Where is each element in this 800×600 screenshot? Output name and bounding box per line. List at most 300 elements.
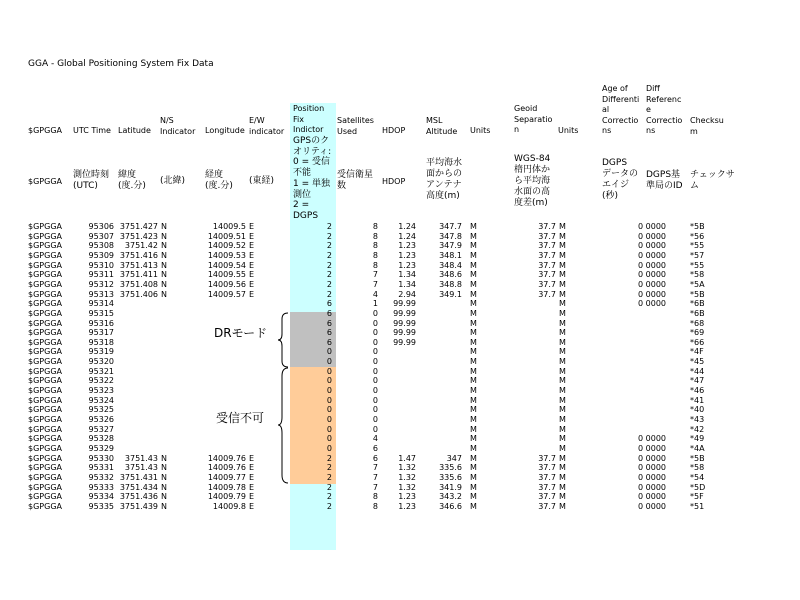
- cell-utc: 95311: [88, 270, 114, 280]
- cell-checksum: *43: [690, 415, 705, 424]
- cell-fix: 2: [326, 270, 332, 280]
- cell-sentence: $GPGGA: [28, 482, 62, 492]
- cell-geoid: [514, 347, 556, 357]
- cell-sentence: $GPGGA: [28, 289, 62, 299]
- cell-hdop: [378, 444, 416, 454]
- cell-units-2: M: [559, 289, 566, 299]
- cell-latitude: 3751.434: [119, 482, 158, 492]
- cell-units-1: M: [470, 299, 477, 309]
- cell-ew: E: [249, 472, 255, 482]
- cell-ew: E: [249, 260, 255, 270]
- cell-sats: 4: [372, 289, 378, 299]
- cell-altitude: 335.6: [439, 463, 462, 473]
- cell-fix: 2: [326, 241, 332, 251]
- cell-fix: 0: [326, 434, 332, 444]
- cell-units-2: M: [559, 492, 566, 502]
- cell-sats: 6: [372, 453, 378, 463]
- header-ns: N/S Indicator: [160, 116, 196, 136]
- cell-checksum: *5B: [690, 289, 705, 299]
- cell-units-2: M: [559, 260, 566, 270]
- cell-fix: 6: [326, 337, 332, 347]
- cell-checksum: *47: [690, 376, 705, 386]
- cell-latitude: [114, 357, 158, 367]
- cell-ew: E: [249, 222, 255, 231]
- jp-header-checksum: チェックサ ム: [690, 170, 735, 191]
- cell-checksum: *58: [690, 270, 705, 280]
- cell-latitude: 3751.406: [119, 289, 158, 299]
- cell-diff: [636, 347, 666, 357]
- cell-hdop: 1.23: [398, 260, 416, 270]
- cell-sentence: $GPGGA: [28, 395, 62, 405]
- cell-utc: 95330: [88, 453, 114, 463]
- cell-ns: [161, 367, 173, 377]
- cell-utc: 95310: [88, 260, 114, 270]
- cell-fix: 0: [326, 443, 332, 453]
- cell-ew: E: [249, 289, 255, 299]
- cell-fix: 0: [326, 366, 332, 376]
- cell-fix: 6: [326, 328, 332, 338]
- cell-units-1: M: [470, 337, 477, 347]
- jp-header-diff: DGPS基 準局のID: [646, 170, 683, 191]
- cell-checksum: *49: [690, 434, 705, 444]
- cell-geoid: 37.7: [538, 241, 556, 251]
- cell-units-1: M: [470, 328, 477, 338]
- cell-latitude: [114, 415, 158, 425]
- cell-latitude: [114, 434, 158, 444]
- cell-longitude: 14009.57: [207, 289, 246, 299]
- cell-sentence: $GPGGA: [28, 463, 62, 473]
- cell-longitude: [200, 396, 246, 406]
- cell-units-1: M: [470, 270, 477, 280]
- cell-longitude: [200, 376, 246, 386]
- cell-sentence: $GPGGA: [28, 415, 62, 424]
- cell-units-2: M: [559, 415, 566, 424]
- cell-units-2: M: [559, 308, 566, 318]
- cell-longitude: 14009.55: [207, 270, 246, 280]
- cell-units-2: M: [559, 328, 566, 338]
- cell-utc: 95331: [88, 463, 114, 473]
- cell-geoid: 37.7: [538, 501, 556, 511]
- cell-hdop: 1.32: [398, 472, 416, 482]
- cell-fix: 2: [326, 250, 332, 260]
- cell-utc: 95321: [88, 366, 114, 376]
- cell-diff: 0 0000: [638, 241, 666, 251]
- cell-ew: [249, 299, 261, 309]
- cell-units-1: M: [470, 289, 477, 299]
- cell-hdop: [378, 367, 416, 377]
- cell-utc: 95315: [88, 308, 114, 318]
- cell-ew: [249, 309, 261, 319]
- cell-latitude: [114, 347, 158, 357]
- cell-fix: 2: [326, 279, 332, 289]
- cell-geoid: [514, 319, 556, 329]
- cell-fix: 0: [326, 376, 332, 386]
- cell-latitude: [114, 328, 158, 338]
- cell-geoid: 37.7: [538, 463, 556, 473]
- cell-checksum: *46: [690, 386, 705, 396]
- cell-geoid: [514, 299, 556, 309]
- cell-utc: 95332: [88, 472, 114, 482]
- cell-ns: [161, 444, 173, 454]
- cell-geoid: 37.7: [538, 453, 556, 463]
- cell-units-1: M: [470, 279, 477, 289]
- cell-altitude: [418, 367, 462, 377]
- cell-utc: 95318: [88, 337, 114, 347]
- cell-geoid: [514, 425, 556, 435]
- cell-sentence: $GPGGA: [28, 299, 62, 309]
- cell-longitude: 14009.53: [207, 250, 246, 260]
- cell-hdop: 99.99: [393, 299, 416, 309]
- cell-units-2: M: [559, 270, 566, 280]
- cell-fix: 2: [326, 222, 332, 231]
- dr-mode-label: DRモード: [214, 326, 268, 340]
- cell-geoid: [514, 386, 556, 396]
- cell-altitude: 348.8: [439, 279, 462, 289]
- cell-longitude: 14009.79: [207, 492, 246, 502]
- cell-altitude: [418, 357, 462, 367]
- cell-hdop: 1.34: [398, 279, 416, 289]
- cell-longitude: 14009.5: [212, 222, 246, 231]
- cell-longitude: [200, 299, 246, 309]
- cell-checksum: *55: [690, 260, 705, 270]
- no-fix-label: 受信不可: [216, 411, 265, 425]
- cell-checksum: *4F: [690, 347, 704, 357]
- cell-ew: E: [249, 279, 255, 289]
- cell-sentence: $GPGGA: [28, 270, 62, 280]
- cell-ns: [161, 415, 173, 425]
- cell-units-2: M: [559, 299, 566, 309]
- cell-sentence: $GPGGA: [28, 279, 62, 289]
- cell-hdop: 99.99: [393, 318, 416, 328]
- cell-checksum: *54: [690, 472, 705, 482]
- cell-sats: 0: [372, 308, 378, 318]
- cell-ns: [161, 376, 173, 386]
- cell-latitude: [114, 386, 158, 396]
- header-hdop: HDOP: [382, 126, 406, 135]
- cell-altitude: [418, 386, 462, 396]
- cell-sentence: $GPGGA: [28, 453, 62, 463]
- cell-diff: 0 0000: [638, 463, 666, 473]
- cell-ns: N: [161, 463, 167, 473]
- cell-units-1: M: [470, 366, 477, 376]
- cell-longitude: [200, 434, 246, 444]
- cell-altitude: 346.6: [439, 501, 462, 511]
- cell-sats: 0: [372, 347, 378, 357]
- cell-units-2: M: [559, 318, 566, 328]
- cell-sentence: $GPGGA: [28, 492, 62, 502]
- cell-sats: 8: [372, 492, 378, 502]
- cell-sentence: $GPGGA: [28, 501, 62, 511]
- cell-sentence: $GPGGA: [28, 308, 62, 318]
- cell-geoid: [514, 338, 556, 348]
- cell-diff: [636, 415, 666, 425]
- cell-sats: 7: [372, 270, 378, 280]
- cell-sats: 0: [372, 376, 378, 386]
- cell-fix: 2: [326, 453, 332, 463]
- cell-diff: 0 0000: [638, 443, 666, 453]
- cell-sats: 0: [372, 318, 378, 328]
- cell-checksum: *68: [690, 318, 705, 328]
- cell-geoid: 37.7: [538, 270, 556, 280]
- header-fix: Position Fix Indictor: [293, 104, 325, 134]
- cell-diff: 0 0000: [638, 299, 666, 309]
- cell-diff: 0 0000: [638, 289, 666, 299]
- cell-geoid: 37.7: [538, 250, 556, 260]
- cell-altitude: [418, 434, 462, 444]
- cell-hdop: [378, 405, 416, 415]
- cell-latitude: 3751.423: [119, 231, 158, 241]
- cell-geoid: [514, 367, 556, 377]
- cell-sats: 0: [372, 357, 378, 367]
- cell-utc: 95320: [88, 357, 114, 367]
- cell-ew: E: [249, 241, 255, 251]
- cell-ns: [161, 434, 173, 444]
- jp-header-sats: 受信衛星 数: [337, 170, 374, 191]
- jp-header-hdop: HDOP: [382, 177, 406, 186]
- header-msl: MSL Altitude: [426, 116, 458, 136]
- cell-checksum: *5D: [690, 482, 706, 492]
- cell-fix: 2: [326, 289, 332, 299]
- cell-sentence: $GPGGA: [28, 241, 62, 251]
- header-longitude: Longitude: [205, 126, 245, 135]
- cell-units-2: M: [559, 482, 566, 492]
- cell-diff: [636, 376, 666, 386]
- cell-units-2: M: [559, 424, 566, 434]
- jp-header-ns: (北緯): [160, 176, 186, 186]
- cell-geoid: 37.7: [538, 482, 556, 492]
- header-geoid: Geoid Separatio n: [514, 104, 553, 134]
- cell-longitude: 14009.78: [207, 482, 246, 492]
- cell-ns: [161, 347, 173, 357]
- cell-ew: E: [249, 270, 255, 280]
- cell-diff: 0 0000: [638, 492, 666, 502]
- cell-latitude: [114, 338, 158, 348]
- cell-sats: 8: [372, 241, 378, 251]
- cell-altitude: 335.6: [439, 472, 462, 482]
- jp-header-age: DGPS データの エイジ (秒): [602, 158, 639, 201]
- cell-utc: 95325: [88, 405, 114, 415]
- cell-fix: 6: [326, 299, 332, 309]
- cell-hdop: 2.94: [398, 289, 416, 299]
- cell-sentence: $GPGGA: [28, 231, 62, 241]
- header-units-2: Units: [558, 126, 579, 135]
- cell-altitude: [418, 425, 462, 435]
- cell-checksum: *6B: [690, 299, 705, 309]
- cell-longitude: 14009.51: [207, 231, 246, 241]
- cell-ns: N: [161, 482, 167, 492]
- cell-fix: 0: [326, 357, 332, 367]
- cell-hdop: 1.23: [398, 241, 416, 251]
- cell-checksum: *4A: [690, 443, 705, 453]
- cell-sentence: $GPGGA: [28, 376, 62, 386]
- cell-units-1: M: [470, 347, 477, 357]
- no-fix-brace-icon: [278, 367, 290, 484]
- cell-ns: [161, 319, 173, 329]
- cell-sentence: $GPGGA: [28, 405, 62, 415]
- cell-altitude: 347: [446, 453, 462, 463]
- cell-geoid: 37.7: [538, 231, 556, 241]
- cell-sentence: $GPGGA: [28, 424, 62, 434]
- cell-units-2: M: [559, 395, 566, 405]
- cell-sats: 8: [372, 250, 378, 260]
- cell-sats: 0: [372, 424, 378, 434]
- cell-sats: 0: [372, 415, 378, 424]
- cell-ns: N: [161, 501, 167, 511]
- cell-sentence: $GPGGA: [28, 443, 62, 453]
- cell-sats: 1: [372, 299, 378, 309]
- cell-units-1: M: [470, 434, 477, 444]
- cell-diff: [636, 319, 666, 329]
- cell-altitude: [418, 405, 462, 415]
- cell-utc: 95323: [88, 386, 114, 396]
- cell-latitude: 3751.439: [119, 501, 158, 511]
- cell-units-2: M: [559, 472, 566, 482]
- cell-ns: N: [161, 250, 167, 260]
- cell-latitude: [114, 396, 158, 406]
- cell-checksum: *66: [690, 337, 705, 347]
- cell-altitude: 349.1: [439, 289, 462, 299]
- cell-ns: N: [161, 231, 167, 241]
- cell-hdop: 99.99: [393, 308, 416, 318]
- cell-ns: [161, 338, 173, 348]
- cell-units-1: M: [470, 472, 477, 482]
- cell-sentence: $GPGGA: [28, 337, 62, 347]
- cell-diff: 0 0000: [638, 453, 666, 463]
- cell-units-1: M: [470, 482, 477, 492]
- cell-units-2: M: [559, 222, 566, 231]
- cell-utc: 95328: [88, 434, 114, 444]
- cell-hdop: 1.47: [398, 453, 416, 463]
- dr-mode-brace-icon: [278, 312, 290, 368]
- cell-diff: [636, 405, 666, 415]
- cell-fix: 0: [326, 386, 332, 396]
- cell-fix: 0: [326, 415, 332, 424]
- cell-latitude: 3751.427: [119, 222, 158, 231]
- cell-altitude: [418, 444, 462, 454]
- cell-ns: [161, 357, 173, 367]
- cell-fix: 6: [326, 318, 332, 328]
- cell-checksum: *56: [690, 231, 705, 241]
- cell-fix: 0: [326, 395, 332, 405]
- jp-header-longitude: 経度 (度.分): [205, 170, 233, 191]
- cell-latitude: 3751.42: [124, 241, 158, 251]
- cell-sats: 6: [372, 443, 378, 453]
- header-units-1: Units: [470, 126, 491, 135]
- cell-longitude: [200, 309, 246, 319]
- header-sats: Satellites Used: [337, 116, 374, 136]
- cell-diff: 0 0000: [638, 434, 666, 444]
- cell-units-1: M: [470, 222, 477, 231]
- cell-ns: [161, 328, 173, 338]
- cell-latitude: 3751.436: [119, 492, 158, 502]
- cell-ew: [249, 444, 261, 454]
- cell-geoid: [514, 328, 556, 338]
- cell-altitude: 341.9: [439, 482, 462, 492]
- cell-geoid: 37.7: [538, 260, 556, 270]
- cell-sats: 7: [372, 472, 378, 482]
- cell-units-1: M: [470, 357, 477, 367]
- header-checksum: Checksu m: [690, 116, 724, 136]
- cell-sentence: $GPGGA: [28, 318, 62, 328]
- cell-ns: N: [161, 260, 167, 270]
- cell-ew: E: [249, 453, 255, 463]
- cell-sats: 0: [372, 395, 378, 405]
- header-diff: Diff Referenc e Correctio ns: [646, 84, 683, 135]
- cell-utc: 95308: [88, 241, 114, 251]
- cell-sentence: $GPGGA: [28, 347, 62, 357]
- cell-units-2: M: [559, 357, 566, 367]
- cell-longitude: 14009.54: [207, 260, 246, 270]
- header-ew: E/W indicator: [249, 116, 285, 136]
- cell-sats: 4: [372, 434, 378, 444]
- cell-checksum: *45: [690, 357, 705, 367]
- cell-sentence: $GPGGA: [28, 472, 62, 482]
- cell-longitude: 14009.76: [207, 463, 246, 473]
- cell-altitude: 347.7: [439, 222, 462, 231]
- cell-units-2: M: [559, 405, 566, 415]
- cell-checksum: *5A: [690, 279, 705, 289]
- cell-ns: N: [161, 279, 167, 289]
- cell-units-2: M: [559, 231, 566, 241]
- cell-latitude: 3751.413: [119, 260, 158, 270]
- cell-sentence: $GPGGA: [28, 222, 62, 231]
- cell-geoid: [514, 357, 556, 367]
- cell-units-2: M: [559, 241, 566, 251]
- cell-hdop: [378, 415, 416, 425]
- cell-ns: N: [161, 222, 167, 231]
- cell-diff: 0 0000: [638, 472, 666, 482]
- cell-latitude: 3751.408: [119, 279, 158, 289]
- cell-utc: 95333: [88, 482, 114, 492]
- cell-ns: [161, 425, 173, 435]
- cell-latitude: 3751.431: [119, 472, 158, 482]
- cell-checksum: *51: [690, 501, 705, 511]
- cell-ns: N: [161, 270, 167, 280]
- cell-utc: 95317: [88, 328, 114, 338]
- cell-units-2: M: [559, 453, 566, 463]
- cell-hdop: 1.24: [398, 222, 416, 231]
- cell-fix: 6: [326, 308, 332, 318]
- cell-longitude: [200, 386, 246, 396]
- cell-diff: 0 0000: [638, 270, 666, 280]
- cell-ew: E: [249, 231, 255, 241]
- cell-diff: [636, 386, 666, 396]
- cell-diff: 0 0000: [638, 222, 666, 231]
- cell-hdop: 99.99: [393, 337, 416, 347]
- cell-latitude: [114, 425, 158, 435]
- header-age: Age of Differenti al Correctio ns: [602, 84, 640, 135]
- cell-utc: 95307: [88, 231, 114, 241]
- cell-longitude: [200, 347, 246, 357]
- cell-units-2: M: [559, 443, 566, 453]
- cell-checksum: *69: [690, 328, 705, 338]
- cell-hdop: [378, 386, 416, 396]
- cell-utc: 95314: [88, 299, 114, 309]
- cell-sentence: $GPGGA: [28, 250, 62, 260]
- cell-geoid: [514, 309, 556, 319]
- cell-checksum: *40: [690, 405, 705, 415]
- cell-sats: 0: [372, 337, 378, 347]
- cell-units-1: M: [470, 250, 477, 260]
- cell-latitude: 3751.43: [124, 463, 158, 473]
- cell-ew: E: [249, 463, 255, 473]
- cell-latitude: 3751.411: [119, 270, 158, 280]
- cell-sentence: $GPGGA: [28, 386, 62, 396]
- cell-diff: [636, 357, 666, 367]
- cell-units-2: M: [559, 347, 566, 357]
- cell-units-1: M: [470, 463, 477, 473]
- cell-ns: [161, 309, 173, 319]
